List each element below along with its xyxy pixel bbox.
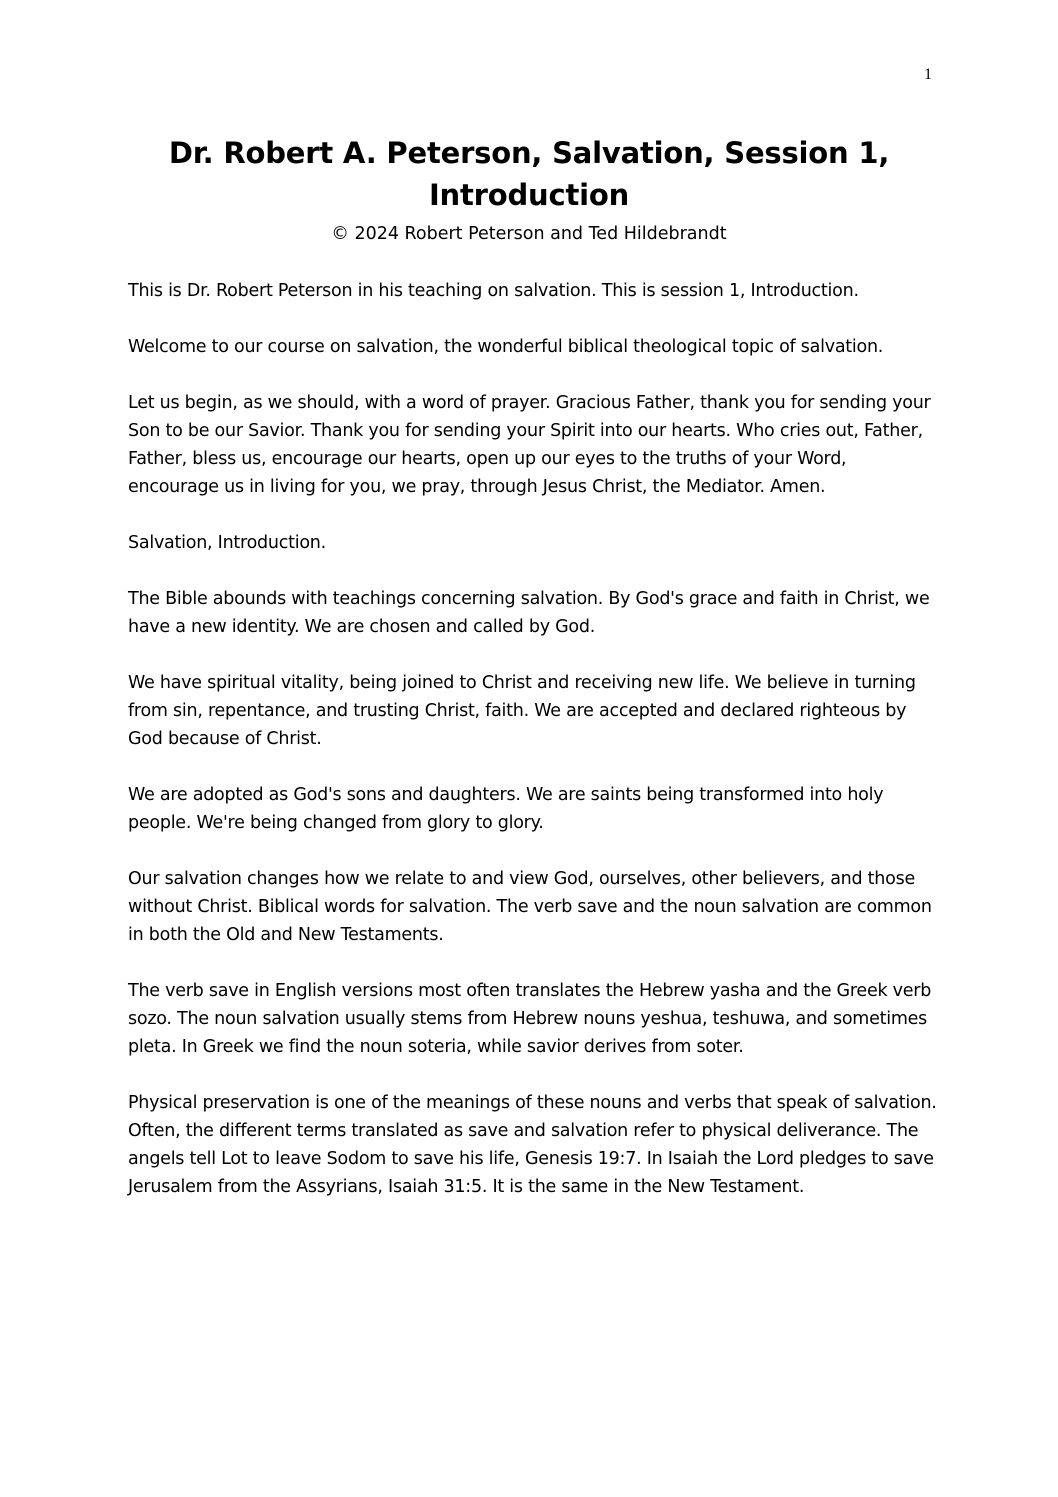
document-title: [100, 132, 958, 216]
paragraph: The Bible abounds with teachings concerning salvation. By God's grace and faith in Christ, we have a new identity. We are chosen and called by God.: [128, 589, 930, 637]
paragraph: Salvation, Introduction.: [128, 533, 326, 553]
document-body: [128, 277, 938, 1229]
paragraph: Let us begin, as we should, with a word of prayer. Gracious Father, thank you for sending your Son to be our Savior. Thank you for sending your Spirit into our hearts. Who cries out, Father, Father, bless us, encourage our hearts, open up our eyes to the truths of your Word, encourage us in living for you, we pray, through Jesus Christ, the Mediator. Amen.: [128, 393, 931, 497]
paragraph: We have spiritual vitality, being joined to Christ and receiving new life. We believe in turning from sin, repentance, and trusting Christ, faith. We are accepted and declared righteous by God because of Christ.: [128, 673, 916, 749]
title-line-2: Introduction: [428, 178, 630, 212]
copyright-line: © 2024 Robert Peterson and Ted Hildebrandt: [331, 224, 727, 244]
paragraph: This is Dr. Robert Peterson in his teaching on salvation. This is session 1, Introduction.: [128, 281, 859, 301]
paragraph: The verb save in English versions most often translates the Hebrew yasha and the Greek verb sozo. The noun salvation usually stems from Hebrew nouns yeshua, teshuwa, and sometimes pleta. In Greek we find the noun soteria, while savior derives from soter.: [128, 981, 932, 1057]
paragraph: We are adopted as God's sons and daughters. We are saints being transformed into holy people. We're being changed from glory to glory.: [128, 785, 884, 833]
paragraph: Our salvation changes how we relate to and view God, ourselves, other believers, and those without Christ. Biblical words for salvation. The verb save and the noun salvation are common in both the Old and New Testaments.: [128, 869, 932, 945]
paragraph: Welcome to our course on salvation, the wonderful biblical theological topic of salvation.: [128, 337, 884, 357]
page-number: 1: [924, 66, 932, 83]
paragraph: Physical preservation is one of the meanings of these nouns and verbs that speak of salvation. Often, the different terms translated as save and salvation refer to physical deliverance. The angels tell Lot to leave Sodom to save his life, Genesis 19:7. In Isaiah the Lord pledges to save Jerusalem from the Assyrians, Isaiah 31:5. It is the same in the New Testament.: [128, 1093, 937, 1197]
title-block: [100, 132, 958, 246]
title-line-1: Dr. Robert A. Peterson, Salvation, Session 1,: [168, 136, 890, 170]
